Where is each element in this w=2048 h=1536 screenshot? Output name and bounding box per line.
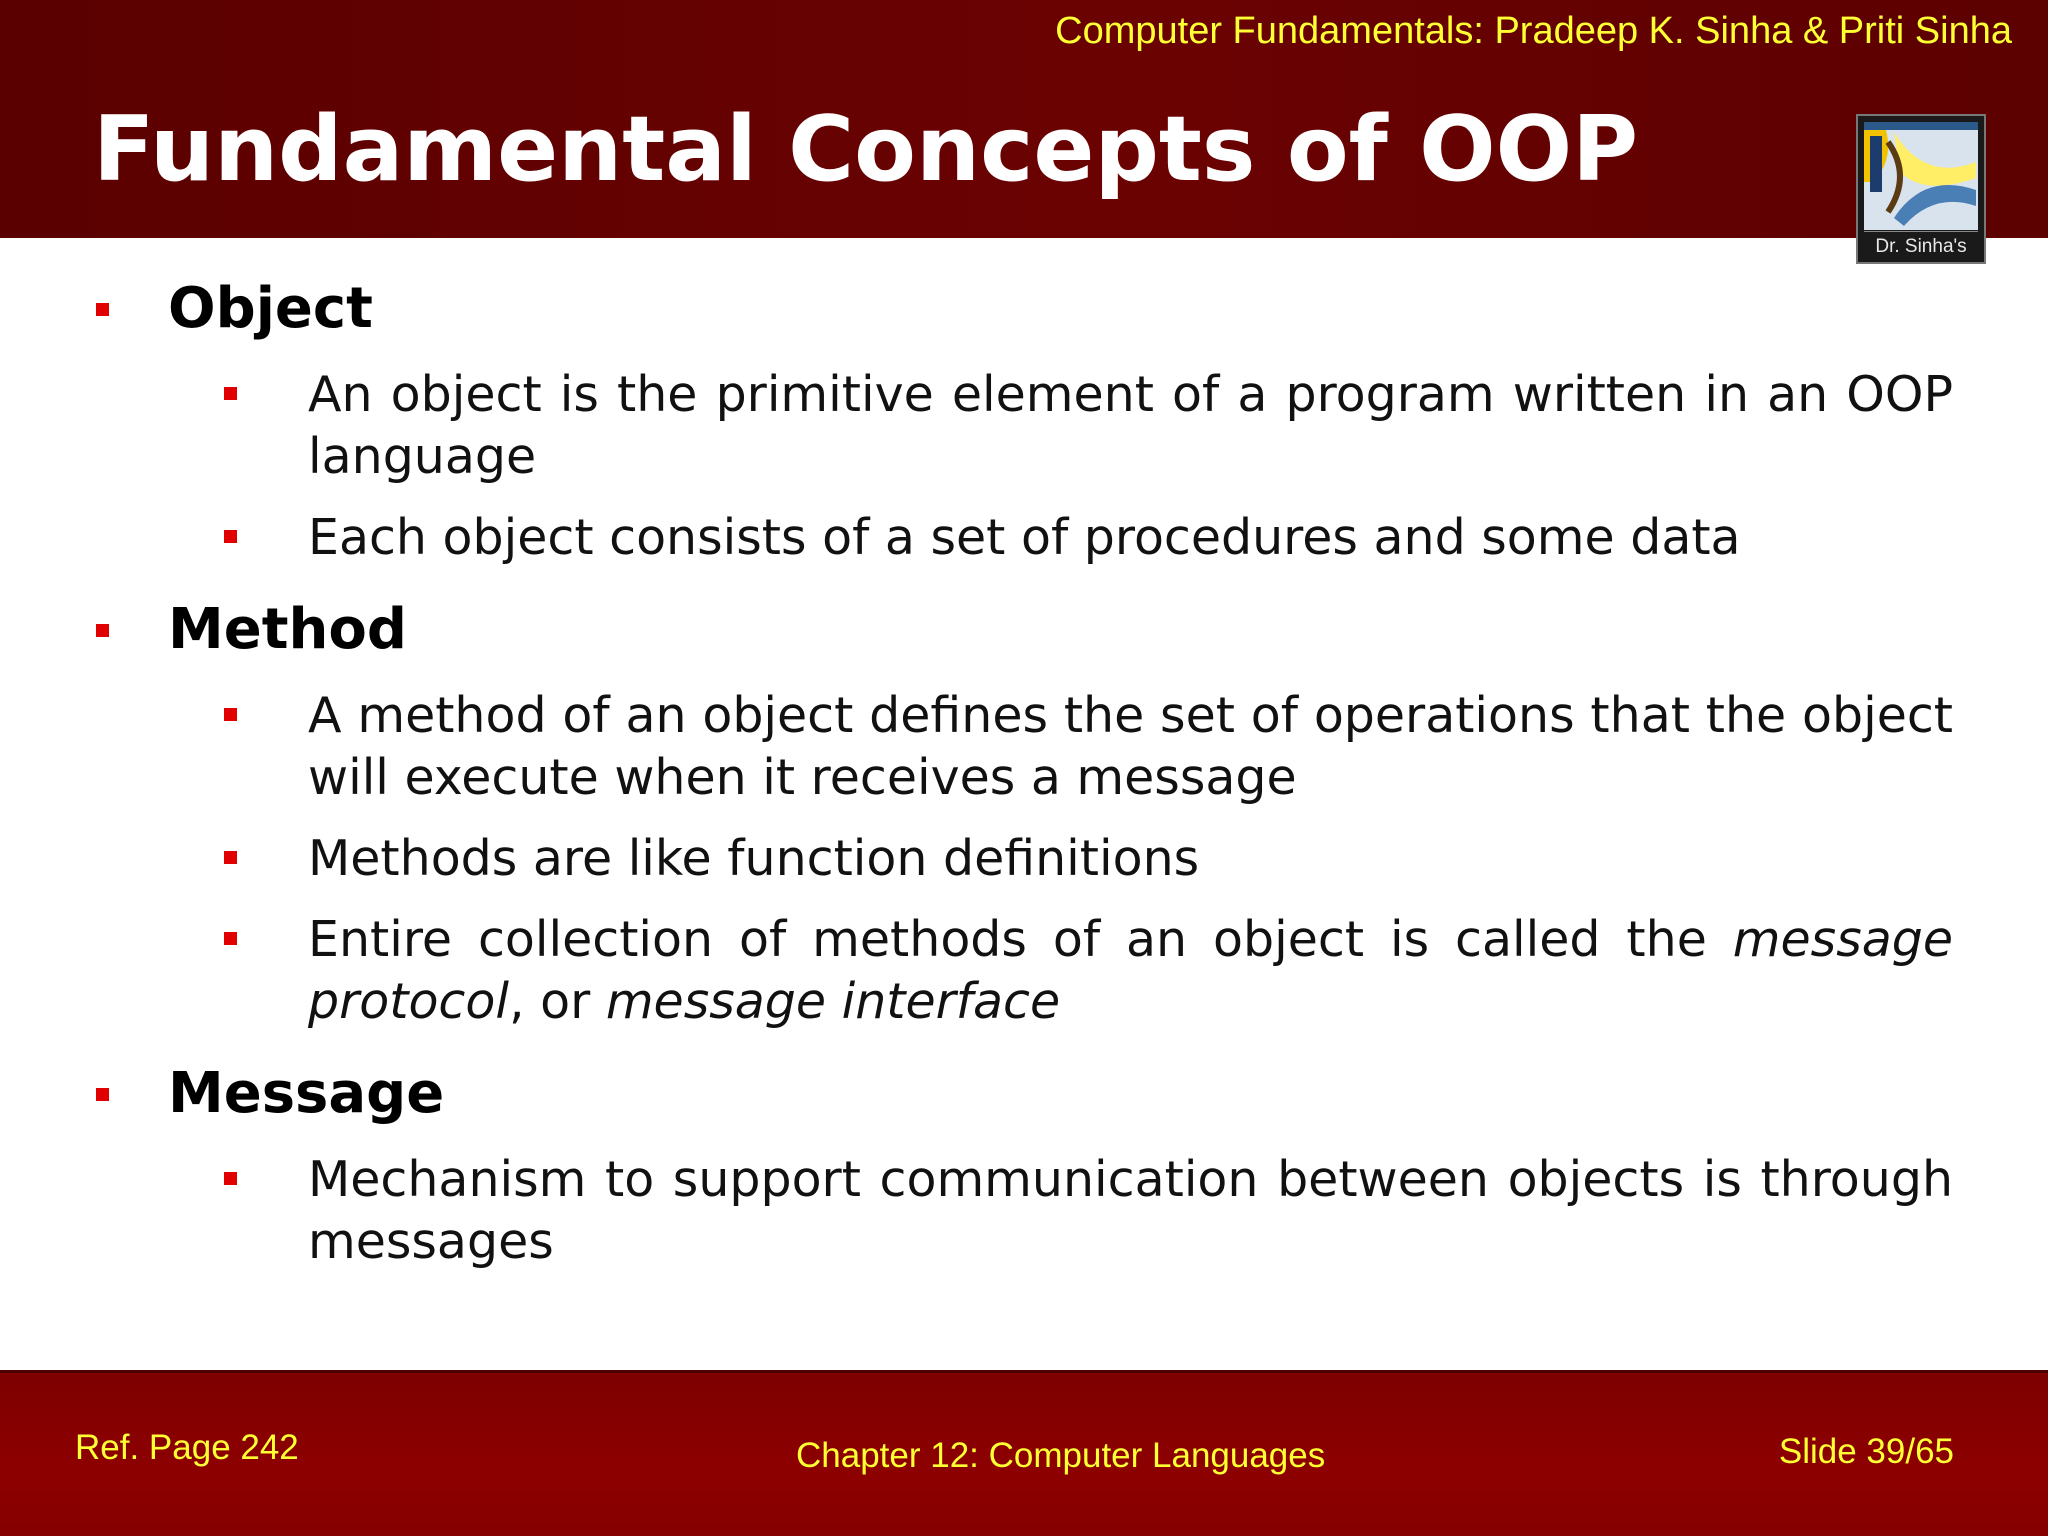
ref-page: Ref. Page 242 [75, 1428, 299, 1467]
slide-number: Slide 39/65 [1778, 1432, 1954, 1471]
bullet-icon [224, 530, 237, 543]
chapter-label: Chapter 12: Computer Languages [796, 1436, 1326, 1475]
object-point-1: An object is the primitive element of a program written in an OOP language [308, 366, 1953, 485]
logo-caption: Dr. Sinha's [1864, 231, 1978, 258]
book-title: Computer Fundamentals: Pradeep K. Sinha & Priti Sinha [1055, 10, 2012, 52]
slide-header [0, 0, 2048, 238]
bullet-icon [224, 851, 237, 864]
bullet-icon [224, 708, 237, 721]
bullet-icon [224, 932, 237, 945]
bullet-icon [224, 1172, 237, 1185]
slide-title: Fundamental Concepts of OOP [93, 97, 1639, 202]
term-message-protocol: message protocol [308, 911, 1953, 1030]
bullet-icon [96, 624, 109, 637]
dr-sinha-logo [1856, 114, 1986, 264]
method-point-3-text: Entire collection of methods of an object is called the [308, 911, 1733, 968]
message-point-1: Mechanism to support communication between objects is through messages [308, 1151, 1953, 1270]
heading-method: Method [168, 597, 407, 662]
object-point-2: Each object consists of a set of procedures and some data [308, 509, 1741, 566]
method-point-3 [308, 909, 1953, 1033]
bullet-icon [224, 387, 237, 400]
method-point-1: A method of an object defines the set of operations that the object will execute when it receives a message [308, 687, 1953, 806]
footer-divider [0, 1370, 2048, 1373]
slide-footer [0, 1370, 2048, 1536]
heading-message: Message [168, 1061, 445, 1126]
heading-object: Object [168, 276, 373, 341]
method-point-2: Methods are like function definitions [308, 830, 1200, 887]
logo-emblem-icon [1864, 122, 1978, 230]
bullet-icon [96, 1088, 109, 1101]
term-message-interface: message interface [605, 973, 1061, 1030]
bullet-icon [96, 303, 109, 316]
method-point-3-joiner: , or [508, 973, 606, 1030]
